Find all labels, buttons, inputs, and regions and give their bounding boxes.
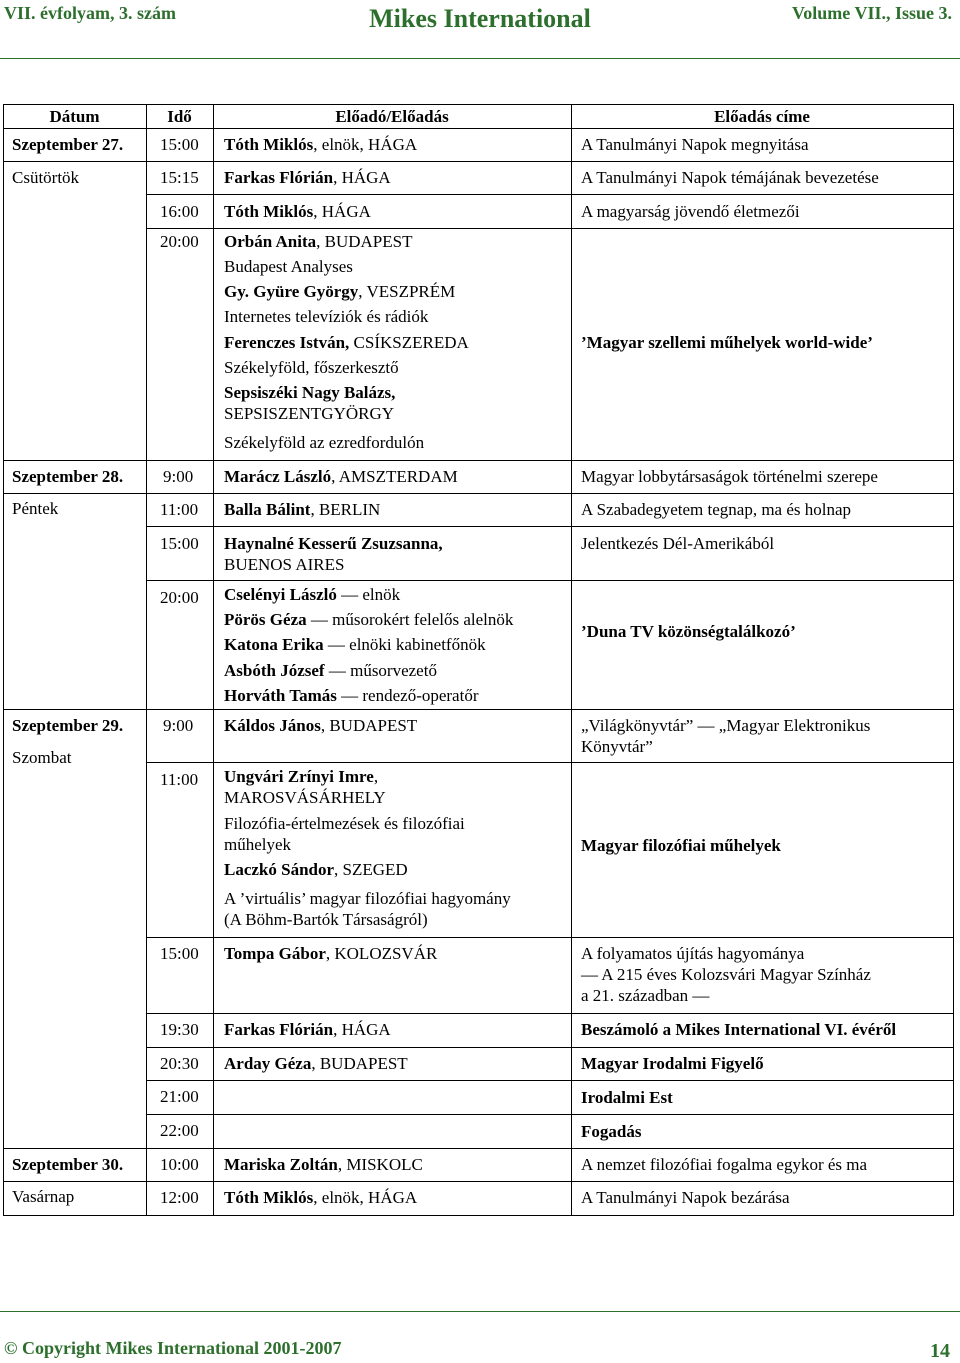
- speaker-cell: Káldos János, BUDAPEST: [224, 716, 418, 735]
- time-cell: 20:00: [160, 232, 199, 251]
- lecture-title: Magyar Irodalmi Figyelő: [581, 1054, 764, 1073]
- talk-title: (A Böhm-Bartók Társaságról): [224, 910, 428, 929]
- time-cell: 16:00: [160, 202, 199, 221]
- speaker-cell: Tóth Miklós, elnök, HÁGA: [224, 135, 418, 154]
- day-date: Szeptember 28.: [12, 467, 124, 486]
- talk-title: műhelyek: [224, 835, 292, 854]
- lecture-title: Magyar filozófiai műhelyek: [581, 836, 781, 855]
- row-sep: [146, 1013, 954, 1014]
- speaker-cell: Arday Géza, BUDAPEST: [224, 1054, 408, 1073]
- time-cell: 9:00: [163, 716, 194, 735]
- row-sep: [146, 1114, 954, 1115]
- col-head-time: Idő: [167, 107, 192, 126]
- day-date: Szeptember 29.: [12, 716, 124, 735]
- time-cell: 9:00: [163, 467, 194, 486]
- row-sep: [3, 709, 954, 710]
- day-name: Szombat: [12, 748, 72, 767]
- lecture-title: A magyarság jövendő életmezői: [581, 202, 800, 221]
- speaker-cell: Balla Bálint, BERLIN: [224, 500, 381, 519]
- time-cell: 11:00: [160, 770, 199, 789]
- lecture-title: Jelentkezés Dél-Amerikából: [581, 534, 775, 553]
- time-cell: 15:15: [160, 168, 199, 187]
- row-sep: [146, 1080, 954, 1081]
- time-cell: 15:00: [160, 135, 199, 154]
- speaker-cell: Tóth Miklós, HÁGA: [224, 202, 371, 221]
- time-cell: 19:30: [160, 1020, 199, 1039]
- page-header: [0, 0, 960, 40]
- time-cell: 21:00: [160, 1087, 199, 1106]
- lecture-title: A Tanulmányi Napok bezárása: [581, 1188, 790, 1207]
- day-name: Péntek: [12, 499, 59, 518]
- talk-title: Székelyföld, főszerkesztő: [224, 358, 399, 377]
- row-sep: [146, 228, 954, 229]
- speaker-cell: Farkas Flórián, HÁGA: [224, 168, 391, 187]
- row-sep: [146, 526, 954, 527]
- row-sep: [146, 1047, 954, 1048]
- col-head-title: Előadás címe: [714, 107, 810, 126]
- time-cell: 11:00: [160, 500, 199, 519]
- lecture-title: Irodalmi Est: [581, 1088, 673, 1107]
- issue-en: Volume VII., Issue 3.: [791, 3, 952, 23]
- row-sep: [3, 460, 954, 461]
- lecture-title: ’Magyar szellemi műhelyek world-wide’: [581, 333, 873, 352]
- speaker-city: SEPSISZENTGYÖRGY: [224, 404, 395, 423]
- table-border-left: [3, 104, 4, 1216]
- table-border-right: [953, 104, 954, 1216]
- time-cell: 22:00: [160, 1121, 199, 1140]
- time-cell: 15:00: [160, 534, 199, 553]
- lecture-title: ’Duna TV közönségtalálkozó’: [581, 622, 796, 641]
- footer-rule: [0, 1311, 960, 1312]
- row-sep: [3, 1181, 954, 1182]
- col-head-speaker: Előadó/Előadás: [335, 107, 449, 126]
- row-sep: [3, 493, 954, 494]
- copyright-notice: © Copyright Mikes International 2001-2007: [4, 1338, 342, 1358]
- lecture-title: Fogadás: [581, 1122, 642, 1141]
- row-sep: [146, 194, 954, 195]
- day-date: Szeptember 27.: [12, 135, 124, 154]
- day-date: Szeptember 30.: [12, 1155, 124, 1174]
- col-head-date: Dátum: [49, 107, 100, 126]
- journal-title: Mikes International: [369, 4, 591, 33]
- row-sep: [146, 937, 954, 938]
- time-cell: 10:00: [160, 1155, 199, 1174]
- talk-title: A ’virtuális’ magyar filozófiai hagyomány: [224, 889, 511, 908]
- time-cell: 20:00: [160, 588, 199, 607]
- speaker-city: BUENOS AIRES: [224, 555, 345, 574]
- col-sep-2: [213, 104, 214, 1216]
- lecture-title: A Szabadegyetem tegnap, ma és holnap: [581, 500, 852, 519]
- lecture-title: A Tanulmányi Napok témájának bevezetése: [581, 168, 879, 187]
- issue-hu: VII. évfolyam, 3. szám: [4, 3, 176, 23]
- speaker-cell: Tompa Gábor, KOLOZSVÁR: [224, 944, 438, 963]
- page-number: 14: [930, 1340, 950, 1362]
- row-sep: [3, 1148, 954, 1149]
- lecture-title: A Tanulmányi Napok megnyitása: [581, 135, 809, 154]
- row-sep: [3, 161, 954, 162]
- talk-title: Budapest Analyses: [224, 257, 353, 276]
- col-sep-3: [571, 104, 572, 1216]
- day-name: Csütörtök: [12, 168, 80, 187]
- lecture-title: A nemzet filozófiai fogalma egykor és ma: [581, 1155, 868, 1174]
- lecture-title: Beszámoló a Mikes International VI. évéről: [581, 1020, 897, 1039]
- row-sep: [146, 762, 954, 763]
- speaker-cell: Farkas Flórián, HÁGA: [224, 1020, 391, 1039]
- speaker-cell: Mariska Zoltán, MISKOLC: [224, 1155, 423, 1174]
- time-cell: 12:00: [160, 1188, 199, 1207]
- lecture-title: Magyar lobbytársaságok történelmi szerepe: [581, 467, 878, 486]
- col-sep-1: [146, 104, 147, 1216]
- speaker-cell: Tóth Miklós, elnök, HÁGA: [224, 1188, 418, 1207]
- time-cell: 15:00: [160, 944, 199, 963]
- day-name: Vasárnap: [12, 1187, 75, 1206]
- talk-title: Székelyföld az ezredfordulón: [224, 433, 425, 452]
- speaker-city: MAROSVÁSÁRHELY: [224, 788, 386, 807]
- header-rule: [0, 58, 960, 59]
- time-cell: 20:30: [160, 1054, 199, 1073]
- talk-title: Filozófia-értelmezések és filozófiai: [224, 814, 465, 833]
- speaker-cell: Marácz László, AMSZTERDAM: [224, 467, 458, 486]
- row-sep: [146, 580, 954, 581]
- talk-title: Internetes televíziók és rádiók: [224, 307, 429, 326]
